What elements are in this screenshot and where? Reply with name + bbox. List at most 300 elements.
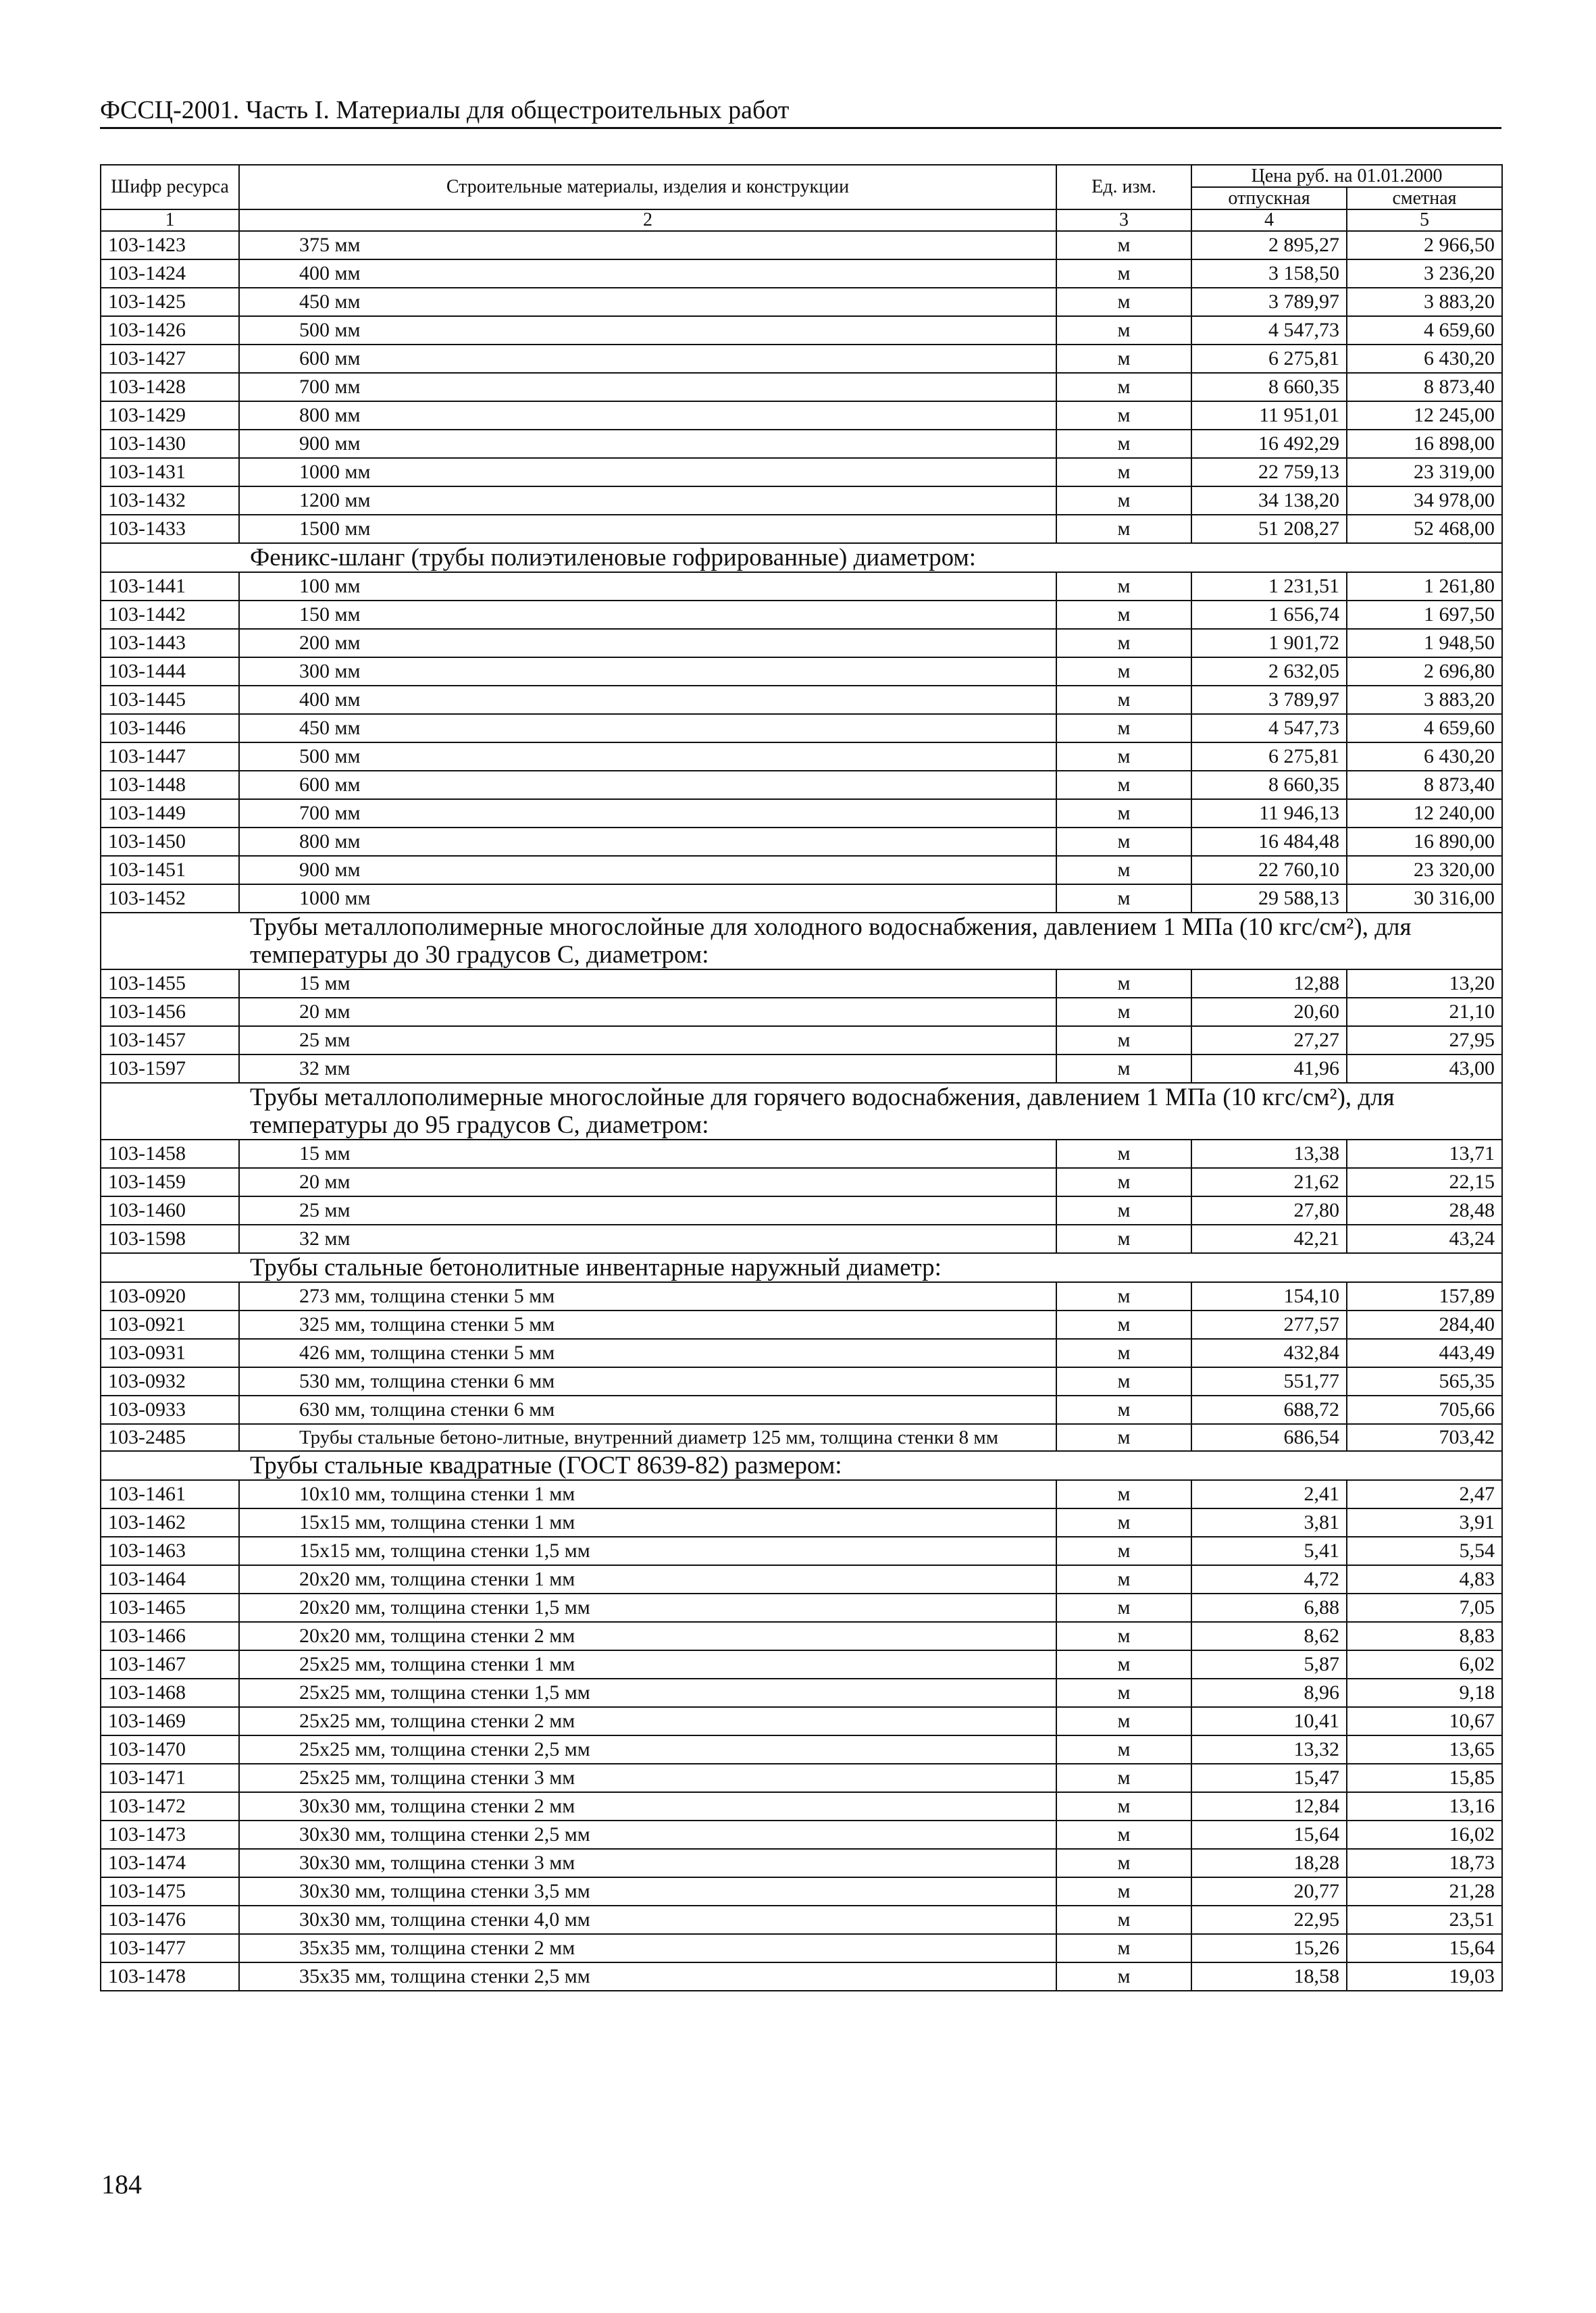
table-row <box>101 1792 1502 1821</box>
material-name-cell: 300 мм <box>239 657 1056 686</box>
unit-cell: м <box>1056 1679 1191 1707</box>
material-name-cell: 25x25 мм, толщина стенки 2,5 мм <box>239 1735 1056 1764</box>
estimate-price-cell: 34 978,00 <box>1347 486 1502 515</box>
unit-cell: м <box>1056 969 1191 998</box>
material-name-cell: 20x20 мм, толщина стенки 1 мм <box>239 1565 1056 1594</box>
resource-code-cell: 103-1475 <box>101 1877 239 1906</box>
unit-cell: м <box>1056 828 1191 856</box>
material-name-cell: 30x30 мм, толщина стенки 2,5 мм <box>239 1821 1056 1849</box>
column-header-release: отпускная <box>1191 187 1347 209</box>
resource-code-cell: 103-1469 <box>101 1707 239 1735</box>
unit-cell: м <box>1056 1735 1191 1764</box>
release-price-cell: 3 789,97 <box>1191 288 1347 316</box>
unit-cell: м <box>1056 1026 1191 1054</box>
estimate-price-cell: 23 319,00 <box>1347 458 1502 486</box>
resource-code-cell: 103-1478 <box>101 1962 239 1991</box>
release-price-cell: 3 789,97 <box>1191 686 1347 714</box>
material-name-cell: 15 мм <box>239 1140 1056 1168</box>
material-name-cell: 600 мм <box>239 771 1056 799</box>
table-row <box>101 1849 1502 1877</box>
price-table <box>100 164 1503 1991</box>
estimate-price-cell: 9,18 <box>1347 1679 1502 1707</box>
resource-code-cell: 103-1461 <box>101 1480 239 1508</box>
resource-code-cell: 103-1424 <box>101 259 239 288</box>
table-row <box>101 373 1502 401</box>
table-row <box>101 1424 1502 1451</box>
resource-code-cell: 103-1477 <box>101 1934 239 1962</box>
page-number: 184 <box>101 2169 142 2200</box>
material-name-cell: 30x30 мм, толщина стенки 3,5 мм <box>239 1877 1056 1906</box>
resource-code-cell: 103-1452 <box>101 884 239 913</box>
material-name-cell: 20 мм <box>239 1168 1056 1196</box>
material-name-cell: 1500 мм <box>239 515 1056 543</box>
table-row <box>101 1480 1502 1508</box>
resource-code-cell: 103-1476 <box>101 1906 239 1934</box>
release-price-cell: 8,62 <box>1191 1622 1347 1650</box>
resource-code-cell: 103-1458 <box>101 1140 239 1168</box>
material-name-cell: 15x15 мм, толщина стенки 1,5 мм <box>239 1537 1056 1565</box>
material-name-cell: 15x15 мм, толщина стенки 1 мм <box>239 1508 1056 1537</box>
table-row <box>101 1140 1502 1168</box>
estimate-price-cell: 8 873,40 <box>1347 373 1502 401</box>
unit-cell: м <box>1056 1650 1191 1679</box>
unit-cell: м <box>1056 1196 1191 1225</box>
estimate-price-cell: 5,54 <box>1347 1537 1502 1565</box>
resource-code-cell: 103-0931 <box>101 1339 239 1367</box>
table-row <box>101 1650 1502 1679</box>
unit-cell: м <box>1056 1962 1191 1991</box>
release-price-cell: 29 588,13 <box>1191 884 1347 913</box>
section-title: Феникс-шланг (трубы полиэтиленовые гофрированные) диаметром: <box>101 543 1502 572</box>
table-row <box>101 572 1502 601</box>
release-price-cell: 3 158,50 <box>1191 259 1347 288</box>
table-row <box>101 486 1502 515</box>
table-row <box>101 601 1502 629</box>
unit-cell: м <box>1056 1140 1191 1168</box>
resource-code-cell: 103-1466 <box>101 1622 239 1650</box>
material-name-cell: 100 мм <box>239 572 1056 601</box>
release-price-cell: 16 484,48 <box>1191 828 1347 856</box>
estimate-price-cell: 2,47 <box>1347 1480 1502 1508</box>
release-price-cell: 4,72 <box>1191 1565 1347 1594</box>
table-row <box>101 1962 1502 1991</box>
release-price-cell: 22 760,10 <box>1191 856 1347 884</box>
resource-code-cell: 103-1460 <box>101 1196 239 1225</box>
unit-cell: м <box>1056 373 1191 401</box>
table-row <box>101 1508 1502 1537</box>
resource-code-cell: 103-1427 <box>101 345 239 373</box>
material-name-cell: 1200 мм <box>239 486 1056 515</box>
release-price-cell: 18,28 <box>1191 1849 1347 1877</box>
unit-cell: м <box>1056 259 1191 288</box>
column-number-2: 2 <box>239 209 1056 231</box>
unit-cell: м <box>1056 572 1191 601</box>
resource-code-cell: 103-1442 <box>101 601 239 629</box>
release-price-cell: 20,60 <box>1191 998 1347 1026</box>
resource-code-cell: 103-0933 <box>101 1396 239 1424</box>
release-price-cell: 11 946,13 <box>1191 799 1347 828</box>
release-price-cell: 51 208,27 <box>1191 515 1347 543</box>
table-row <box>101 1054 1502 1083</box>
column-number-3: 3 <box>1056 209 1191 231</box>
release-price-cell: 432,84 <box>1191 1339 1347 1367</box>
estimate-price-cell: 28,48 <box>1347 1196 1502 1225</box>
table-row <box>101 1396 1502 1424</box>
release-price-cell: 3,81 <box>1191 1508 1347 1537</box>
resource-code-cell: 103-1447 <box>101 742 239 771</box>
estimate-price-cell: 16 898,00 <box>1347 430 1502 458</box>
release-price-cell: 154,10 <box>1191 1282 1347 1311</box>
table-row <box>101 1906 1502 1934</box>
resource-code-cell: 103-1446 <box>101 714 239 742</box>
column-header-name: Строительные материалы, изделия и конструкции <box>239 165 1056 209</box>
table-row <box>101 799 1502 828</box>
resource-code-cell: 103-1432 <box>101 486 239 515</box>
section-title: Трубы металлополимерные многослойные для холодного водоснабжения, давлением 1 МПа (10 кгс/см²), для температуры до 30 градусов С, диаметром: <box>101 913 1502 969</box>
resource-code-cell: 103-1464 <box>101 1565 239 1594</box>
material-name-cell: 1000 мм <box>239 458 1056 486</box>
table-row <box>101 771 1502 799</box>
unit-cell: м <box>1056 1906 1191 1934</box>
release-price-cell: 8 660,35 <box>1191 373 1347 401</box>
release-price-cell: 11 951,01 <box>1191 401 1347 430</box>
section-row <box>101 543 1502 572</box>
estimate-price-cell: 12 245,00 <box>1347 401 1502 430</box>
material-name-cell: 273 мм, толщина стенки 5 мм <box>239 1282 1056 1311</box>
table-row <box>101 1565 1502 1594</box>
resource-code-cell: 103-1471 <box>101 1764 239 1792</box>
material-name-cell: 450 мм <box>239 288 1056 316</box>
estimate-price-cell: 13,16 <box>1347 1792 1502 1821</box>
release-price-cell: 686,54 <box>1191 1424 1347 1451</box>
resource-code-cell: 103-1443 <box>101 629 239 657</box>
release-price-cell: 15,64 <box>1191 1821 1347 1849</box>
estimate-price-cell: 3,91 <box>1347 1508 1502 1537</box>
unit-cell: м <box>1056 998 1191 1026</box>
unit-cell: м <box>1056 771 1191 799</box>
resource-code-cell: 103-1433 <box>101 515 239 543</box>
unit-cell: м <box>1056 799 1191 828</box>
estimate-price-cell: 19,03 <box>1347 1962 1502 1991</box>
table-row <box>101 1225 1502 1253</box>
table-body <box>101 231 1502 1991</box>
table-row <box>101 1821 1502 1849</box>
release-price-cell: 2 632,05 <box>1191 657 1347 686</box>
material-name-cell: 1000 мм <box>239 884 1056 913</box>
material-name-cell: 35x35 мм, толщина стенки 2 мм <box>239 1934 1056 1962</box>
estimate-price-cell: 703,42 <box>1347 1424 1502 1451</box>
resource-code-cell: 103-1463 <box>101 1537 239 1565</box>
material-name-cell: 400 мм <box>239 259 1056 288</box>
estimate-price-cell: 3 883,20 <box>1347 686 1502 714</box>
estimate-price-cell: 22,15 <box>1347 1168 1502 1196</box>
column-header-estimate: сметная <box>1347 187 1502 209</box>
resource-code-cell: 103-0920 <box>101 1282 239 1311</box>
release-price-cell: 18,58 <box>1191 1962 1347 1991</box>
release-price-cell: 22,95 <box>1191 1906 1347 1934</box>
material-name-cell: 630 мм, толщина стенки 6 мм <box>239 1396 1056 1424</box>
resource-code-cell: 103-1428 <box>101 373 239 401</box>
release-price-cell: 5,41 <box>1191 1537 1347 1565</box>
resource-code-cell: 103-1425 <box>101 288 239 316</box>
table-row <box>101 259 1502 288</box>
unit-cell: м <box>1056 1225 1191 1253</box>
resource-code-cell: 103-1462 <box>101 1508 239 1537</box>
material-name-cell: 15 мм <box>239 969 1056 998</box>
estimate-price-cell: 6,02 <box>1347 1650 1502 1679</box>
resource-code-cell: 103-1426 <box>101 316 239 345</box>
material-name-cell: 500 мм <box>239 316 1056 345</box>
unit-cell: м <box>1056 1594 1191 1622</box>
release-price-cell: 27,80 <box>1191 1196 1347 1225</box>
table-row <box>101 1026 1502 1054</box>
material-name-cell: 20 мм <box>239 998 1056 1026</box>
estimate-price-cell: 705,66 <box>1347 1396 1502 1424</box>
table-row <box>101 1196 1502 1225</box>
estimate-price-cell: 18,73 <box>1347 1849 1502 1877</box>
resource-code-cell: 103-1474 <box>101 1849 239 1877</box>
table-row <box>101 430 1502 458</box>
table-row <box>101 1735 1502 1764</box>
resource-code-cell: 103-1450 <box>101 828 239 856</box>
resource-code-cell: 103-1451 <box>101 856 239 884</box>
material-name-cell: 325 мм, толщина стенки 5 мм <box>239 1311 1056 1339</box>
release-price-cell: 5,87 <box>1191 1650 1347 1679</box>
release-price-cell: 277,57 <box>1191 1311 1347 1339</box>
material-name-cell: 700 мм <box>239 373 1056 401</box>
estimate-price-cell: 23,51 <box>1347 1906 1502 1934</box>
unit-cell: м <box>1056 1707 1191 1735</box>
unit-cell: м <box>1056 345 1191 373</box>
section-title: Трубы металлополимерные многослойные для горячего водоснабжения, давлением 1 МПа (10 кгс/см²), для температуры до 95 градусов С, диаметром: <box>101 1083 1502 1140</box>
table-row <box>101 1679 1502 1707</box>
resource-code-cell: 103-1455 <box>101 969 239 998</box>
estimate-price-cell: 13,71 <box>1347 1140 1502 1168</box>
estimate-price-cell: 2 696,80 <box>1347 657 1502 686</box>
table-row <box>101 1537 1502 1565</box>
resource-code-cell: 103-1465 <box>101 1594 239 1622</box>
resource-code-cell: 103-1456 <box>101 998 239 1026</box>
material-name-cell: Трубы стальные бетоно-литные, внутренний диаметр 125 мм, толщина стенки 8 мм <box>239 1424 1056 1451</box>
release-price-cell: 20,77 <box>1191 1877 1347 1906</box>
material-name-cell: 30x30 мм, толщина стенки 4,0 мм <box>239 1906 1056 1934</box>
unit-cell: м <box>1056 288 1191 316</box>
release-price-cell: 6,88 <box>1191 1594 1347 1622</box>
material-name-cell: 150 мм <box>239 601 1056 629</box>
table-head <box>101 165 1502 231</box>
release-price-cell: 12,88 <box>1191 969 1347 998</box>
unit-cell: м <box>1056 1821 1191 1849</box>
release-price-cell: 42,21 <box>1191 1225 1347 1253</box>
unit-cell: м <box>1056 1311 1191 1339</box>
resource-code-cell: 103-1429 <box>101 401 239 430</box>
resource-code-cell: 103-1444 <box>101 657 239 686</box>
table-row <box>101 1168 1502 1196</box>
release-price-cell: 1 901,72 <box>1191 629 1347 657</box>
table-row <box>101 1339 1502 1367</box>
estimate-price-cell: 8,83 <box>1347 1622 1502 1650</box>
table-row <box>101 856 1502 884</box>
section-row <box>101 1253 1502 1282</box>
material-name-cell: 25 мм <box>239 1026 1056 1054</box>
estimate-price-cell: 565,35 <box>1347 1367 1502 1396</box>
release-price-cell: 2,41 <box>1191 1480 1347 1508</box>
estimate-price-cell: 10,67 <box>1347 1707 1502 1735</box>
release-price-cell: 4 547,73 <box>1191 714 1347 742</box>
table-row <box>101 998 1502 1026</box>
unit-cell: м <box>1056 1934 1191 1962</box>
release-price-cell: 27,27 <box>1191 1026 1347 1054</box>
estimate-price-cell: 43,00 <box>1347 1054 1502 1083</box>
material-name-cell: 500 мм <box>239 742 1056 771</box>
resource-code-cell: 103-0921 <box>101 1311 239 1339</box>
section-row <box>101 913 1502 969</box>
material-name-cell: 375 мм <box>239 231 1056 259</box>
release-price-cell: 2 895,27 <box>1191 231 1347 259</box>
unit-cell: м <box>1056 1168 1191 1196</box>
unit-cell: м <box>1056 629 1191 657</box>
estimate-price-cell: 6 430,20 <box>1347 742 1502 771</box>
resource-code-cell: 103-1431 <box>101 458 239 486</box>
column-number-1: 1 <box>101 209 239 231</box>
release-price-cell: 34 138,20 <box>1191 486 1347 515</box>
material-name-cell: 700 мм <box>239 799 1056 828</box>
section-title: Трубы стальные бетонолитные инвентарные наружный диаметр: <box>101 1253 1502 1282</box>
unit-cell: м <box>1056 1792 1191 1821</box>
estimate-price-cell: 16,02 <box>1347 1821 1502 1849</box>
material-name-cell: 530 мм, толщина стенки 6 мм <box>239 1367 1056 1396</box>
table-row <box>101 1622 1502 1650</box>
release-price-cell: 4 547,73 <box>1191 316 1347 345</box>
estimate-price-cell: 15,64 <box>1347 1934 1502 1962</box>
table-row <box>101 288 1502 316</box>
table-row <box>101 401 1502 430</box>
estimate-price-cell: 4,83 <box>1347 1565 1502 1594</box>
table-row <box>101 1934 1502 1962</box>
table-row <box>101 1594 1502 1622</box>
page-header: ФССЦ-2001. Часть I. Материалы для общестроительных работ <box>100 93 1501 129</box>
release-price-cell: 10,41 <box>1191 1707 1347 1735</box>
material-name-cell: 800 мм <box>239 401 1056 430</box>
unit-cell: м <box>1056 1424 1191 1451</box>
material-name-cell: 32 мм <box>239 1225 1056 1253</box>
resource-code-cell: 103-1449 <box>101 799 239 828</box>
resource-code-cell: 103-1597 <box>101 1054 239 1083</box>
release-price-cell: 1 231,51 <box>1191 572 1347 601</box>
estimate-price-cell: 1 697,50 <box>1347 601 1502 629</box>
release-price-cell: 12,84 <box>1191 1792 1347 1821</box>
unit-cell: м <box>1056 1537 1191 1565</box>
table-row <box>101 1282 1502 1311</box>
estimate-price-cell: 43,24 <box>1347 1225 1502 1253</box>
table-row <box>101 515 1502 543</box>
resource-code-cell: 103-1441 <box>101 572 239 601</box>
resource-code-cell: 103-1473 <box>101 1821 239 1849</box>
estimate-price-cell: 2 966,50 <box>1347 231 1502 259</box>
unit-cell: м <box>1056 1396 1191 1424</box>
unit-cell: м <box>1056 1849 1191 1877</box>
material-name-cell: 35x35 мм, толщина стенки 2,5 мм <box>239 1962 1056 1991</box>
table-row <box>101 884 1502 913</box>
estimate-price-cell: 23 320,00 <box>1347 856 1502 884</box>
table-row <box>101 1877 1502 1906</box>
unit-cell: м <box>1056 1764 1191 1792</box>
table-row <box>101 969 1502 998</box>
unit-cell: м <box>1056 430 1191 458</box>
column-header-price: Цена руб. на 01.01.2000 <box>1191 165 1502 187</box>
material-name-cell: 426 мм, толщина стенки 5 мм <box>239 1339 1056 1367</box>
release-price-cell: 8,96 <box>1191 1679 1347 1707</box>
release-price-cell: 13,32 <box>1191 1735 1347 1764</box>
unit-cell: м <box>1056 486 1191 515</box>
resource-code-cell: 103-1445 <box>101 686 239 714</box>
table-row <box>101 316 1502 345</box>
estimate-price-cell: 21,28 <box>1347 1877 1502 1906</box>
table-row <box>101 1311 1502 1339</box>
resource-code-cell: 103-1472 <box>101 1792 239 1821</box>
unit-cell: м <box>1056 458 1191 486</box>
estimate-price-cell: 12 240,00 <box>1347 799 1502 828</box>
release-price-cell: 551,77 <box>1191 1367 1347 1396</box>
table-row <box>101 458 1502 486</box>
unit-cell: м <box>1056 1508 1191 1537</box>
column-header-unit: Ед. изм. <box>1056 165 1191 209</box>
estimate-price-cell: 443,49 <box>1347 1339 1502 1367</box>
table-row <box>101 1707 1502 1735</box>
unit-cell: м <box>1056 686 1191 714</box>
table-row <box>101 1764 1502 1792</box>
material-name-cell: 30x30 мм, толщина стенки 3 мм <box>239 1849 1056 1877</box>
resource-code-cell: 103-1468 <box>101 1679 239 1707</box>
material-name-cell: 900 мм <box>239 856 1056 884</box>
material-name-cell: 400 мм <box>239 686 1056 714</box>
material-name-cell: 30x30 мм, толщина стенки 2 мм <box>239 1792 1056 1821</box>
material-name-cell: 25x25 мм, толщина стенки 1 мм <box>239 1650 1056 1679</box>
unit-cell: м <box>1056 1480 1191 1508</box>
unit-cell: м <box>1056 601 1191 629</box>
unit-cell: м <box>1056 742 1191 771</box>
table-row <box>101 345 1502 373</box>
unit-cell: м <box>1056 401 1191 430</box>
estimate-price-cell: 7,05 <box>1347 1594 1502 1622</box>
material-name-cell: 200 мм <box>239 629 1056 657</box>
table-row <box>101 742 1502 771</box>
resource-code-cell: 103-1467 <box>101 1650 239 1679</box>
unit-cell: м <box>1056 884 1191 913</box>
material-name-cell: 32 мм <box>239 1054 1056 1083</box>
table-row <box>101 231 1502 259</box>
estimate-price-cell: 6 430,20 <box>1347 345 1502 373</box>
section-row <box>101 1083 1502 1140</box>
resource-code-cell: 103-0932 <box>101 1367 239 1396</box>
estimate-price-cell: 284,40 <box>1347 1311 1502 1339</box>
unit-cell: м <box>1056 1877 1191 1906</box>
resource-code-cell: 103-1457 <box>101 1026 239 1054</box>
unit-cell: м <box>1056 714 1191 742</box>
estimate-price-cell: 13,65 <box>1347 1735 1502 1764</box>
estimate-price-cell: 16 890,00 <box>1347 828 1502 856</box>
estimate-price-cell: 4 659,60 <box>1347 316 1502 345</box>
material-name-cell: 450 мм <box>239 714 1056 742</box>
release-price-cell: 688,72 <box>1191 1396 1347 1424</box>
unit-cell: м <box>1056 1339 1191 1367</box>
release-price-cell: 6 275,81 <box>1191 345 1347 373</box>
table-row <box>101 828 1502 856</box>
release-price-cell: 15,26 <box>1191 1934 1347 1962</box>
estimate-price-cell: 1 948,50 <box>1347 629 1502 657</box>
resource-code-cell: 103-1423 <box>101 231 239 259</box>
release-price-cell: 21,62 <box>1191 1168 1347 1196</box>
